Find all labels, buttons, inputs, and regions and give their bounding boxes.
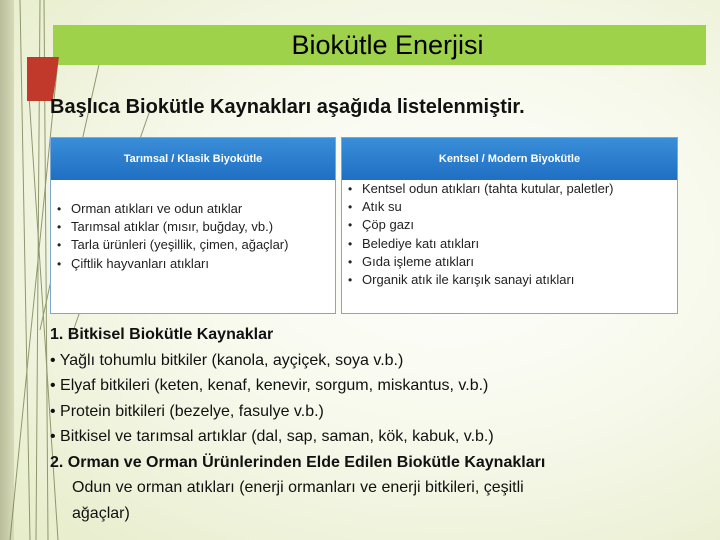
bullet-icon: •	[57, 256, 62, 271]
list-item: • Tarımsal atıklar (mısır, buğday, vb.)	[57, 218, 329, 236]
bullet-icon: •	[348, 200, 353, 215]
section1-heading: 1. Bitkisel Biokütle Kaynaklar	[50, 326, 274, 343]
bullet-icon: •	[348, 236, 353, 251]
card-heading-urban: Kentsel / Modern Biyokütle	[342, 138, 677, 180]
left-decorative-band	[0, 0, 14, 540]
red-accent-tab	[27, 57, 59, 101]
section2-line: Odun ve orman atıkları (enerji ormanları ve enerji bitkileri, çeşitli	[72, 479, 524, 496]
bullet-icon: •	[348, 254, 353, 269]
bullet-icon: •	[57, 238, 62, 253]
body-text	[50, 322, 710, 526]
bullet-icon: •	[348, 182, 353, 196]
bullet-icon: •	[57, 220, 62, 235]
list-item: • Çiftlik hayvanları atıkları	[57, 255, 329, 273]
table-card-urban	[341, 137, 678, 314]
bullet-icon: •	[348, 218, 353, 233]
list-item: • Organik atık ile karışık sanayi atıkları	[348, 271, 671, 289]
section1-item: • Elyaf bitkileri (keten, kenaf, kenevir, sorgum, miskantus, v.b.)	[50, 377, 489, 394]
list-item: • Orman atıkları ve odun atıklar	[57, 200, 329, 218]
bullet-icon: •	[57, 202, 62, 216]
urban-list	[342, 180, 677, 289]
agricultural-list	[51, 200, 335, 273]
subtitle: Başlıca Biokütle Kaynakları aşağıda listelenmiştir.	[50, 96, 525, 118]
section2-line: ağaçlar)	[72, 504, 130, 522]
section2-heading: 2. Orman ve Orman Ürünlerinden Elde Edilen Biokütle Kaynakları	[50, 453, 546, 471]
list-item: • Gıda işleme atıkları	[348, 253, 671, 271]
section1-item: • Yağlı tohumlu bitkiler (kanola, ayçiçek, soya v.b.)	[50, 351, 404, 369]
section1-item: • Bitkisel ve tarımsal artıklar (dal, sap, saman, kök, kabuk, v.b.)	[50, 428, 494, 445]
page-title: Biokütle Enerjisi	[291, 29, 484, 60]
list-item: • Kentsel odun atıkları (tahta kutular, paletler)	[348, 180, 671, 198]
section1-item: • Protein bitkileri (bezelye, fasulye v.b.)	[50, 402, 324, 420]
bullet-icon: •	[348, 273, 353, 288]
list-item: • Atık su	[348, 198, 671, 216]
table-card-agricultural	[50, 137, 336, 314]
list-item: • Çöp gazı	[348, 216, 671, 234]
list-item: • Belediye katı atıkları	[348, 235, 671, 253]
title-bar	[53, 25, 706, 65]
list-item: • Tarla ürünleri (yeşillik, çimen, ağaçlar)	[57, 236, 329, 254]
card-heading-agricultural: Tarımsal / Klasik Biyokütle	[51, 138, 335, 180]
